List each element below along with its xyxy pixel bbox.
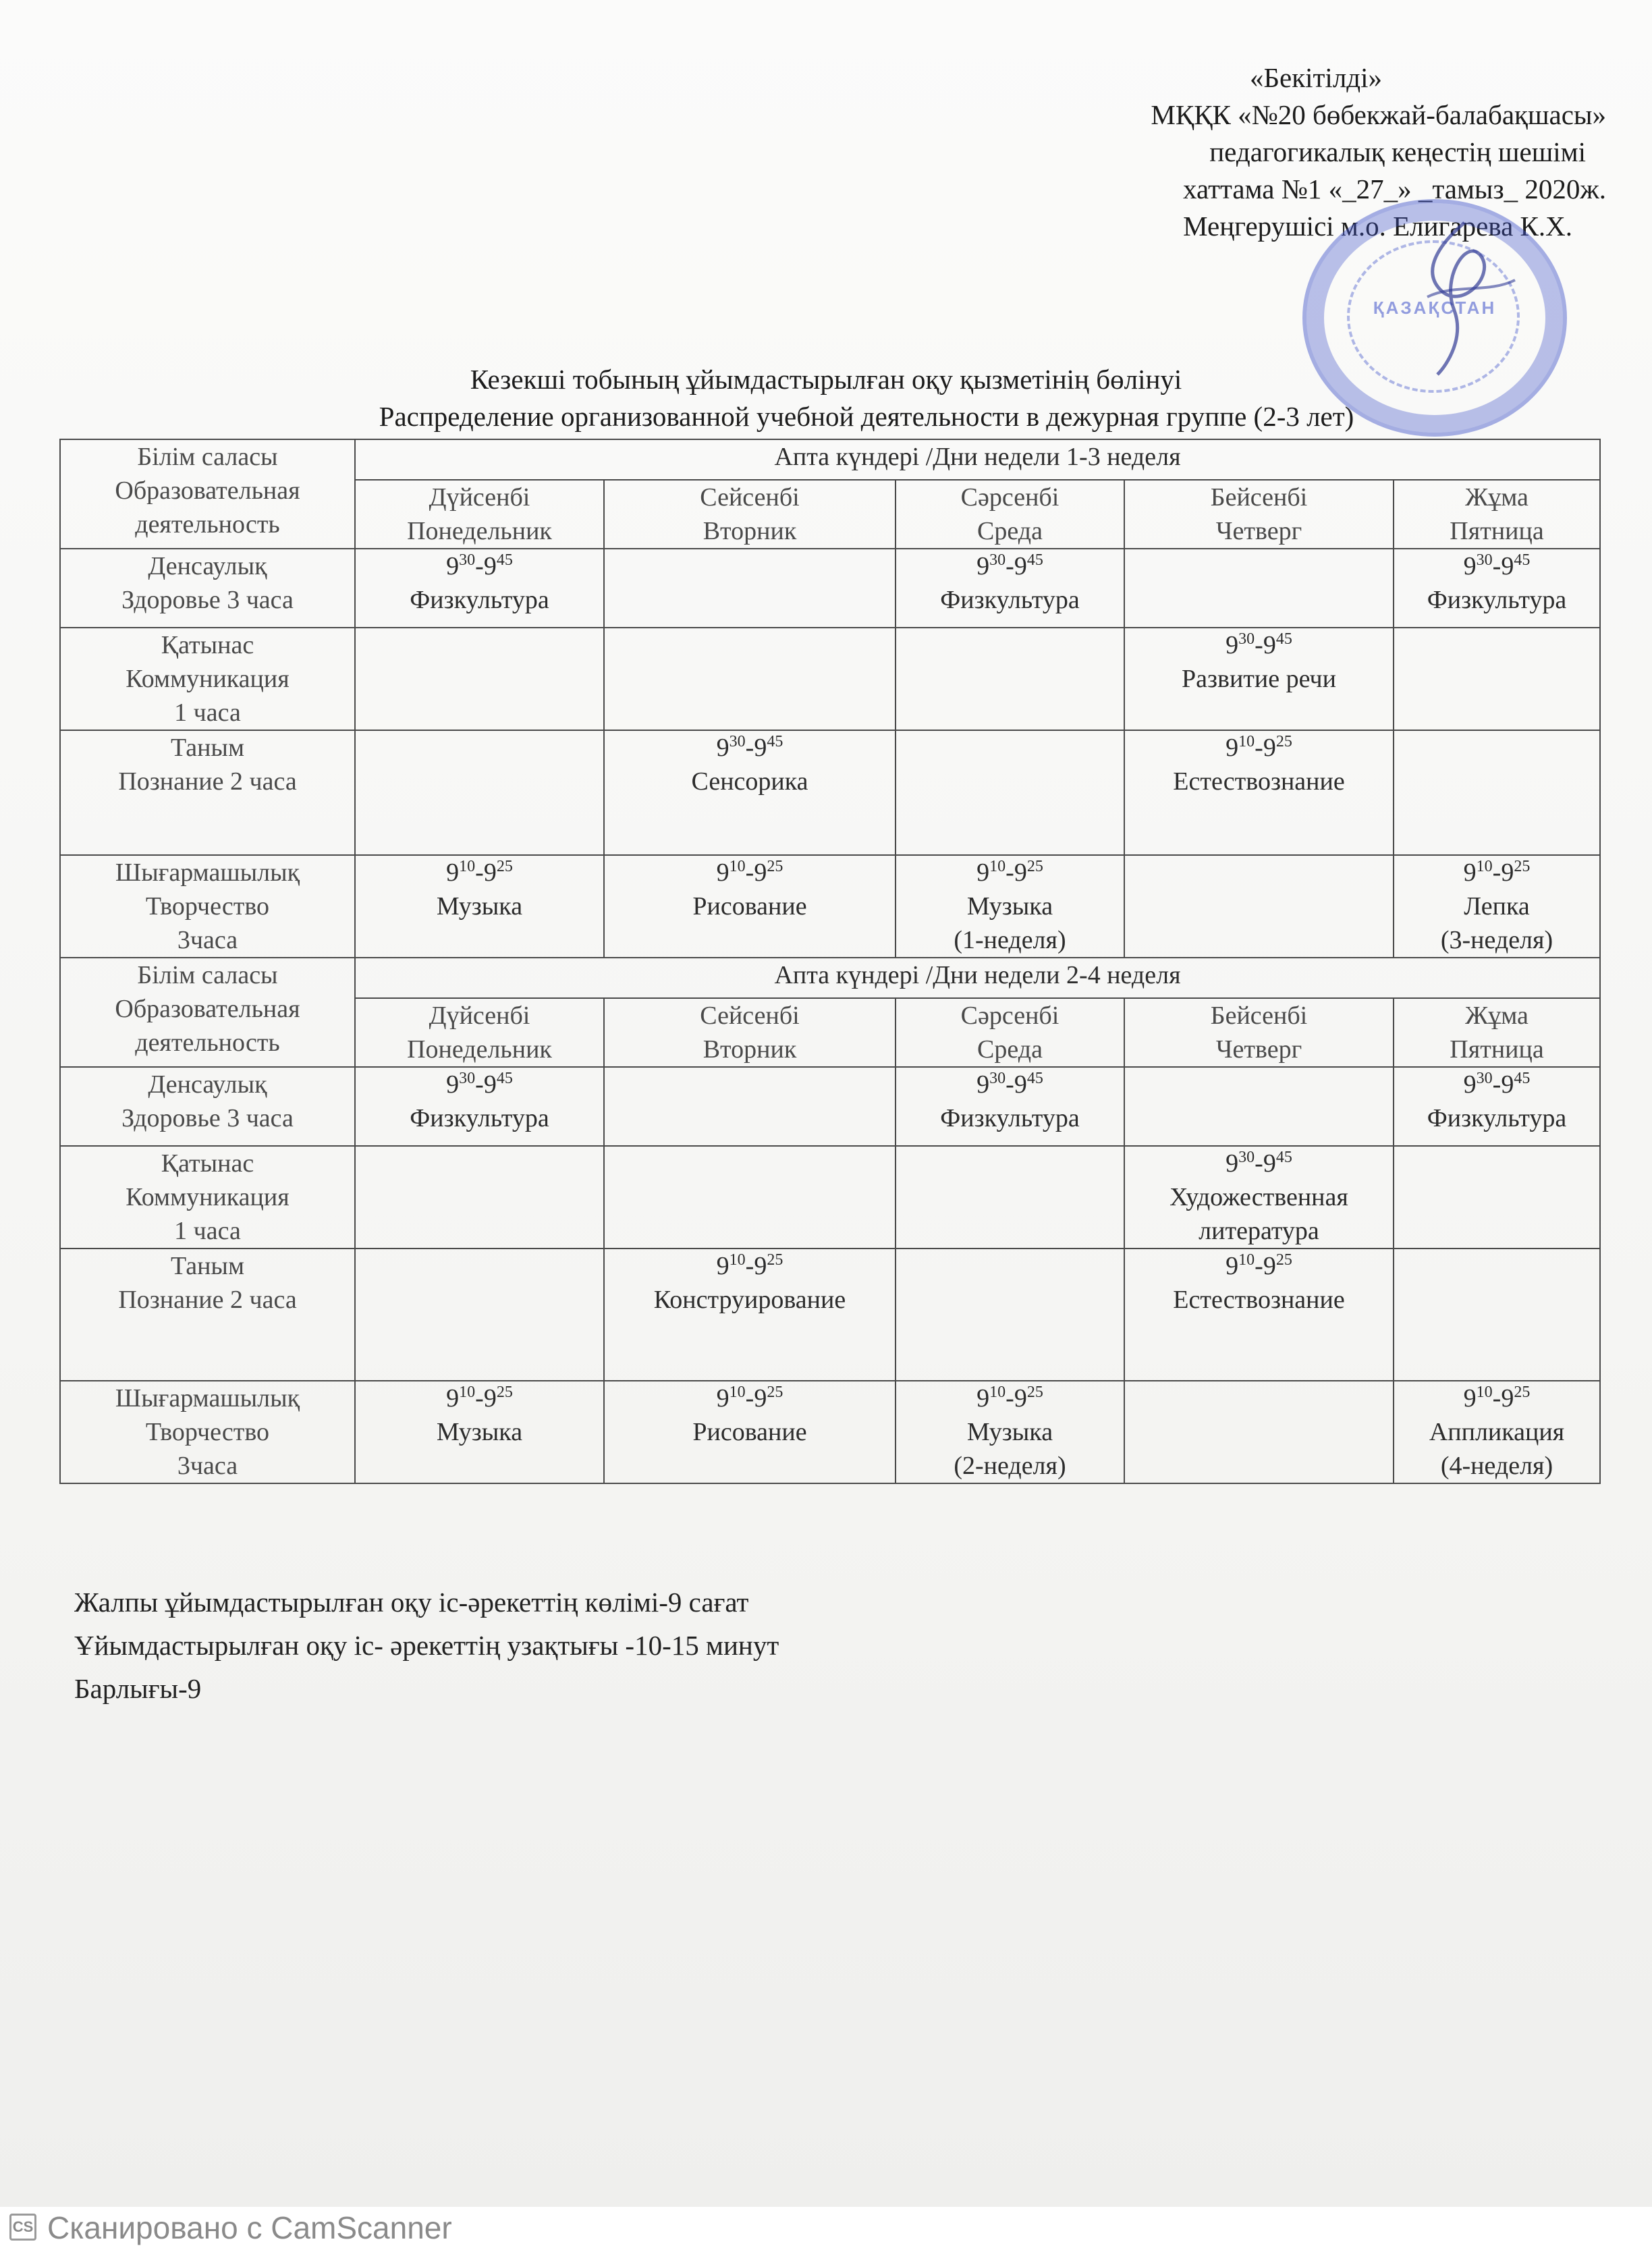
area-line: Таным <box>170 1252 245 1280</box>
seal-text: ҚАЗАҚСТАН <box>1373 298 1497 318</box>
document-title <box>0 361 1652 435</box>
schedule-cell <box>1124 549 1394 628</box>
activity-label: Физкультура <box>410 586 549 614</box>
time-end-min: 25 <box>1275 1251 1292 1269</box>
area-line: Коммуникация <box>126 1183 290 1211</box>
time-end-hour: -9 <box>1006 1384 1027 1413</box>
time-end-min: 45 <box>496 551 513 569</box>
time-range <box>899 1068 1121 1101</box>
time-range <box>358 856 601 889</box>
time-end-hour: -9 <box>745 1252 767 1280</box>
time-range <box>607 731 892 765</box>
time-end-min: 25 <box>1026 1383 1043 1401</box>
area-line: 3часа <box>177 926 238 954</box>
approval-line: МҚҚК «№20 бөбекжай-балабақшасы» <box>1151 99 1606 130</box>
area-header-cell <box>60 439 355 549</box>
schedule-table <box>59 439 1601 1484</box>
activity-label: Физкультура <box>410 1104 549 1132</box>
schedule-cell <box>604 855 896 958</box>
signature <box>1400 216 1522 378</box>
day-header-cell <box>1394 480 1600 549</box>
activity-label: Естествознание <box>1173 767 1345 796</box>
day-name: Жұма <box>1465 1002 1529 1030</box>
area-cell <box>60 1381 355 1483</box>
time-range <box>607 1249 892 1283</box>
time-start-hour: 9 <box>1226 734 1239 762</box>
area-header-line: Образовательная <box>115 995 300 1023</box>
area-line: Творчество <box>145 892 270 921</box>
time-range <box>899 1381 1121 1415</box>
activity-label: Физкультура <box>1427 586 1567 614</box>
day-name: Бейсенбі <box>1210 483 1308 512</box>
time-start-hour: 9 <box>976 858 990 887</box>
day-name: Четверг <box>1215 517 1302 545</box>
activity-label: Рисование <box>692 892 807 921</box>
day-header-cell <box>1124 998 1394 1067</box>
area-cell <box>60 855 355 958</box>
time-range <box>607 1381 892 1415</box>
day-header-cell <box>355 998 604 1067</box>
time-start-min: 30 <box>459 551 476 569</box>
area-line: 1 часа <box>174 698 241 727</box>
day-name: Дүйсенбі <box>429 483 530 512</box>
schedule-cell <box>1394 730 1600 855</box>
time-range <box>1128 1147 1390 1180</box>
table-row <box>60 549 1600 628</box>
time-start-min: 10 <box>459 858 476 875</box>
schedule-cell <box>1394 1146 1600 1249</box>
activity-label: Сенсорика <box>691 767 808 796</box>
time-end-min: 25 <box>767 858 783 875</box>
schedule-cell <box>1124 1146 1394 1249</box>
time-range <box>899 549 1121 583</box>
approval-line: «Бекітілді» <box>1249 62 1383 93</box>
summary-line: Барлығы-9 <box>74 1673 202 1704</box>
time-range <box>1128 628 1390 662</box>
area-header-line: Білім саласы <box>137 443 278 471</box>
day-name: Пятница <box>1450 1035 1544 1064</box>
time-range <box>1397 1068 1597 1101</box>
time-start-min: 30 <box>989 551 1006 569</box>
time-start-min: 30 <box>1476 551 1493 569</box>
schedule-cell <box>355 730 604 855</box>
time-range <box>358 1068 601 1101</box>
area-cell <box>60 730 355 855</box>
weeks-header-label: Апта күндері /Дни недели 1-3 неделя <box>774 443 1181 471</box>
schedule-cell <box>896 1381 1124 1483</box>
time-end-hour: -9 <box>1255 734 1276 762</box>
scanner-watermark <box>0 2207 1652 2248</box>
activity-label: литература <box>1199 1217 1319 1245</box>
activity-label: Физкультура <box>940 586 1080 614</box>
weeks-header-label: Апта күндері /Дни недели 2-4 неделя <box>774 961 1181 989</box>
schedule-cell <box>604 1067 896 1146</box>
table-row <box>60 1067 1600 1146</box>
schedule-body <box>60 439 1600 1483</box>
schedule-cell <box>355 628 604 730</box>
time-end-hour: -9 <box>475 1384 497 1413</box>
schedule-cell <box>896 628 1124 730</box>
schedule-cell <box>355 855 604 958</box>
schedule-cell <box>355 1146 604 1249</box>
day-name: Сәрсенбі <box>960 1002 1059 1030</box>
activity-label: Развитие речи <box>1182 665 1336 693</box>
area-header-line: Образовательная <box>115 476 300 505</box>
activity-label: (4-неделя) <box>1440 1452 1553 1480</box>
time-start-hour: 9 <box>976 552 990 580</box>
time-end-hour: -9 <box>1492 1384 1514 1413</box>
schedule-cell <box>1394 1249 1600 1381</box>
activity-label: Конструирование <box>653 1286 846 1314</box>
summary-block <box>74 1581 779 1710</box>
day-name: Бейсенбі <box>1210 1002 1308 1030</box>
day-header-cell <box>604 998 896 1067</box>
area-line: Таным <box>170 734 245 762</box>
approval-line: хаттама №1 «_27_» _тамыз_ 2020ж. <box>1183 173 1606 204</box>
time-end-hour: -9 <box>475 552 497 580</box>
area-line: Познание 2 часа <box>118 1286 297 1314</box>
time-start-hour: 9 <box>446 552 460 580</box>
schedule-cell <box>604 730 896 855</box>
time-start-hour: 9 <box>446 1070 460 1099</box>
area-line: Шығармашылық <box>115 1384 300 1413</box>
time-end-min: 45 <box>1514 551 1531 569</box>
day-name: Среда <box>977 517 1043 545</box>
time-range <box>1397 856 1597 889</box>
time-start-min: 30 <box>729 733 746 750</box>
time-range <box>358 1381 601 1415</box>
schedule-cell <box>604 1381 896 1483</box>
schedule-cell <box>604 628 896 730</box>
time-start-min: 10 <box>729 1251 746 1269</box>
schedule-cell <box>896 1146 1124 1249</box>
activity-label: (1-неделя) <box>954 926 1066 954</box>
time-end-hour: -9 <box>1255 1149 1276 1178</box>
area-line: Қатынас <box>161 1149 254 1178</box>
day-header-cell <box>1124 480 1394 549</box>
time-end-hour: -9 <box>1006 858 1027 887</box>
summary-line: Жалпы ұйымдастырылған оқу іс-әрекеттің көлімі-9 сағат <box>74 1587 749 1618</box>
time-end-min: 45 <box>496 1070 513 1087</box>
area-line: Денсаулық <box>148 1070 267 1099</box>
time-range <box>358 549 601 583</box>
time-end-min: 25 <box>496 1383 513 1401</box>
header-row <box>60 439 1600 480</box>
table-row <box>60 1146 1600 1249</box>
schedule-cell <box>1124 1249 1394 1381</box>
approval-line: Меңгерушісі м.о. Елигарева К.Х. <box>1183 211 1572 242</box>
time-range <box>1128 731 1390 765</box>
schedule-cell <box>355 549 604 628</box>
approval-line: педагогикалық кеңестің шешімі <box>1209 136 1586 167</box>
time-end-min: 25 <box>767 1383 783 1401</box>
schedule-cell <box>896 855 1124 958</box>
schedule-cell <box>896 730 1124 855</box>
time-end-hour: -9 <box>1255 1252 1276 1280</box>
time-start-min: 30 <box>1238 630 1255 648</box>
time-end-min: 25 <box>1275 733 1292 750</box>
day-header-cell <box>355 480 604 549</box>
time-end-min: 25 <box>1514 858 1531 875</box>
time-range <box>899 856 1121 889</box>
time-start-hour: 9 <box>716 734 729 762</box>
time-range <box>1128 1249 1390 1283</box>
area-line: 3часа <box>177 1452 238 1480</box>
area-line: Творчество <box>145 1418 270 1446</box>
time-start-min: 10 <box>729 1383 746 1401</box>
day-name: Сейсенбі <box>700 483 800 512</box>
activity-label: (2-неделя) <box>954 1452 1066 1480</box>
schedule-cell <box>604 1249 896 1381</box>
time-end-min: 45 <box>1026 1070 1043 1087</box>
time-end-min: 45 <box>1514 1070 1531 1087</box>
time-start-hour: 9 <box>1463 858 1477 887</box>
schedule-cell <box>355 1249 604 1381</box>
time-end-hour: -9 <box>475 858 497 887</box>
schedule-cell <box>1394 1381 1600 1483</box>
schedule-cell <box>1394 549 1600 628</box>
time-start-hour: 9 <box>976 1384 990 1413</box>
time-end-min: 45 <box>767 733 783 750</box>
day-name: Дүйсенбі <box>429 1002 530 1030</box>
weeks-header-cell <box>355 958 1600 998</box>
time-end-min: 45 <box>1275 630 1292 648</box>
activity-label: Музыка <box>966 892 1053 921</box>
time-start-min: 10 <box>1476 1383 1493 1401</box>
area-line: Здоровье 3 часа <box>121 1104 294 1132</box>
schedule-cell <box>355 1381 604 1483</box>
area-cell <box>60 1249 355 1381</box>
time-start-min: 30 <box>1476 1070 1493 1087</box>
schedule-cell <box>1124 628 1394 730</box>
schedule-cell <box>1124 730 1394 855</box>
area-cell <box>60 628 355 730</box>
time-start-hour: 9 <box>1226 1252 1239 1280</box>
time-start-hour: 9 <box>1463 552 1477 580</box>
area-header-line: деятельность <box>135 510 280 539</box>
schedule-cell <box>1124 1067 1394 1146</box>
time-range <box>607 856 892 889</box>
time-end-hour: -9 <box>1492 1070 1514 1099</box>
time-end-hour: -9 <box>745 858 767 887</box>
activity-label: Музыка <box>436 1418 523 1446</box>
time-range <box>1397 1381 1597 1415</box>
area-line: Шығармашылық <box>115 858 300 887</box>
activity-label: Физкультура <box>940 1104 1080 1132</box>
activity-label: Аппликация <box>1429 1418 1565 1446</box>
day-name: Понедельник <box>407 517 552 545</box>
schedule-cell <box>1124 1381 1394 1483</box>
area-line: Денсаулық <box>148 552 267 580</box>
time-end-min: 25 <box>1026 858 1043 875</box>
activity-label: Естествознание <box>1173 1286 1345 1314</box>
summary-line: Ұйымдастырылған оқу іс- әрекеттің узақтығы -10-15 минут <box>74 1630 779 1661</box>
area-line: Коммуникация <box>126 665 290 693</box>
area-line: Қатынас <box>161 631 254 659</box>
day-name: Вторник <box>703 1035 797 1064</box>
schedule-cell <box>1394 1067 1600 1146</box>
day-header-cell <box>604 480 896 549</box>
time-start-hour: 9 <box>1463 1384 1477 1413</box>
schedule-cell <box>1124 855 1394 958</box>
title-ru: Распределение организованной учебной деятельности в дежурная группе (2-3 лет) <box>379 401 1354 432</box>
table-row <box>60 1381 1600 1483</box>
time-start-min: 30 <box>1238 1149 1255 1166</box>
time-start-hour: 9 <box>976 1070 990 1099</box>
area-header-line: деятельность <box>135 1029 280 1057</box>
time-start-min: 30 <box>989 1070 1006 1087</box>
activity-label: Лепка <box>1464 892 1530 921</box>
table-row <box>60 628 1600 730</box>
time-start-min: 10 <box>1476 858 1493 875</box>
title-kz: Кезекші тобының ұйымдастырылған оқу қызметінің бөлінуі <box>470 364 1182 395</box>
time-start-min: 10 <box>1238 1251 1255 1269</box>
day-header-cell <box>896 998 1124 1067</box>
time-start-min: 10 <box>729 858 746 875</box>
day-name: Сәрсенбі <box>960 483 1059 512</box>
time-end-min: 45 <box>1026 551 1043 569</box>
time-start-min: 10 <box>989 1383 1006 1401</box>
day-header-cell <box>896 480 1124 549</box>
time-range <box>1397 549 1597 583</box>
time-start-hour: 9 <box>1226 631 1239 659</box>
time-start-hour: 9 <box>1226 1149 1239 1178</box>
time-start-hour: 9 <box>446 1384 460 1413</box>
day-name: Понедельник <box>407 1035 552 1064</box>
activity-label: Художественная <box>1169 1183 1348 1211</box>
time-start-min: 30 <box>459 1070 476 1087</box>
schedule-cell <box>896 1249 1124 1381</box>
time-end-min: 25 <box>1514 1383 1531 1401</box>
weeks-header-cell <box>355 439 1600 480</box>
table-row <box>60 1249 1600 1381</box>
time-start-hour: 9 <box>716 1384 729 1413</box>
schedule-cell <box>604 549 896 628</box>
activity-label: (3-неделя) <box>1440 926 1553 954</box>
day-name: Четверг <box>1215 1035 1302 1064</box>
activity-label: Музыка <box>436 892 523 921</box>
time-end-min: 45 <box>1275 1149 1292 1166</box>
camscanner-logo-icon: CS <box>9 2214 36 2241</box>
day-name: Вторник <box>703 517 797 545</box>
schedule-cell <box>896 549 1124 628</box>
area-header-line: Білім саласы <box>137 961 278 989</box>
time-start-min: 10 <box>1238 733 1255 750</box>
schedule-cell <box>604 1146 896 1249</box>
area-line: Познание 2 часа <box>118 767 297 796</box>
activity-label: Рисование <box>692 1418 807 1446</box>
time-end-hour: -9 <box>1492 552 1514 580</box>
area-header-cell <box>60 958 355 1067</box>
time-end-hour: -9 <box>745 734 767 762</box>
area-cell <box>60 1067 355 1146</box>
time-end-hour: -9 <box>1492 858 1514 887</box>
day-header-cell <box>1394 998 1600 1067</box>
day-name: Жұма <box>1465 483 1529 512</box>
camscanner-text: Сканировано с CamScanner <box>47 2210 452 2245</box>
time-start-hour: 9 <box>716 858 729 887</box>
time-end-hour: -9 <box>1006 552 1027 580</box>
activity-label: Физкультура <box>1427 1104 1567 1132</box>
time-start-hour: 9 <box>1463 1070 1477 1099</box>
time-end-hour: -9 <box>1006 1070 1027 1099</box>
header-row <box>60 958 1600 998</box>
time-start-min: 10 <box>989 858 1006 875</box>
time-start-hour: 9 <box>446 858 460 887</box>
schedule-cell <box>355 1067 604 1146</box>
schedule-cell <box>896 1067 1124 1146</box>
day-name: Сейсенбі <box>700 1002 800 1030</box>
area-line: 1 часа <box>174 1217 241 1245</box>
table-row <box>60 730 1600 855</box>
time-start-min: 10 <box>459 1383 476 1401</box>
time-end-hour: -9 <box>1255 631 1276 659</box>
schedule-cell <box>1394 628 1600 730</box>
activity-label: Музыка <box>966 1418 1053 1446</box>
time-end-hour: -9 <box>745 1384 767 1413</box>
time-end-min: 25 <box>767 1251 783 1269</box>
time-start-hour: 9 <box>716 1252 729 1280</box>
table-row <box>60 855 1600 958</box>
area-line: Здоровье 3 часа <box>121 586 294 614</box>
area-cell <box>60 1146 355 1249</box>
day-name: Среда <box>977 1035 1043 1064</box>
schedule-cell <box>1394 855 1600 958</box>
time-end-min: 25 <box>496 858 513 875</box>
area-cell <box>60 549 355 628</box>
day-name: Пятница <box>1450 517 1544 545</box>
time-end-hour: -9 <box>475 1070 497 1099</box>
